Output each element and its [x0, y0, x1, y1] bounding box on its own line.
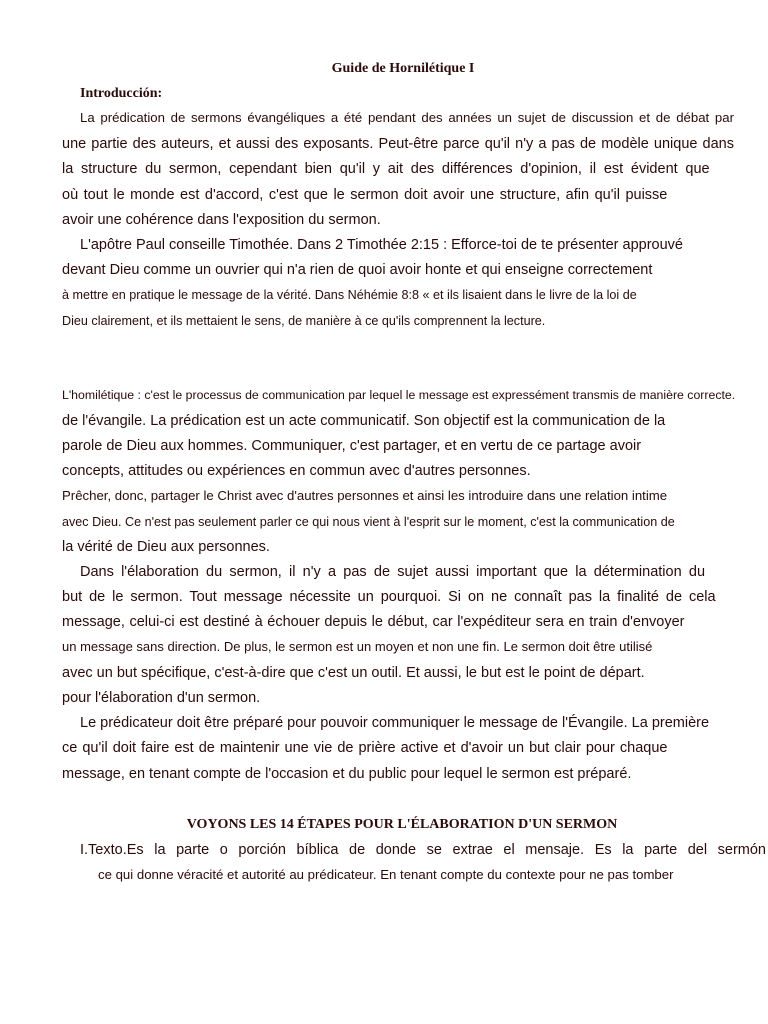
paragraph-1-line-2: une partie des auteurs, et aussi des exposants. Peut-être parce qu'il n'y a pas de modèle unique dans [62, 136, 734, 152]
paragraph-4-line-6: pour l'élaboration d'un sermon. [62, 690, 261, 706]
paragraph-5-line-2: ce qu'il doit faire est de maintenir une vie de prière active et d'avoir un but clair pour chaque [62, 740, 668, 756]
step-1-line-2: ce qui donne véracité et autorité au prédicateur. En tenant compte du contexte pour ne pas tomber [98, 867, 674, 882]
paragraph-1-line-1: La prédication de sermons évangéliques a été pendant des années un sujet de discussion et de débat par [80, 110, 734, 125]
paragraph-3-line-4: concepts, attitudes ou expériences en commun avec d'autres personnes. [62, 463, 531, 479]
paragraph-4-line-3: message, celui-ci est destiné à échouer depuis le début, car l'expéditeur sera en train d'envoyer [62, 614, 685, 630]
paragraph-2-line-2: devant Dieu comme un ouvrier qui n'a rien de quoi avoir honte et qui enseigne correctement [62, 262, 653, 278]
paragraph-5-line-1: Le prédicateur doit être préparé pour pouvoir communiquer le message de l'Évangile. La première [80, 715, 710, 731]
paragraph-1-line-4: où tout le monde est d'accord, c'est que le sermon doit avoir une structure, afin qu'il puisse [62, 187, 668, 203]
step-1-line-1: I.Texto.Es la parte o porción bíblica de donde se extrae el mensaje. Es la parte del sermón [80, 842, 766, 858]
paragraph-1-line-5: avoir une cohérence dans l'exposition du sermon. [62, 212, 381, 228]
paragraph-3-line-6: avec Dieu. Ce n'est pas seulement parler ce qui nous vient à l'esprit sur le moment, c'est la communication de [62, 515, 675, 529]
paragraph-4-line-5: avec un but spécifique, c'est-à-dire que c'est un outil. Et aussi, le but est le point de départ. [62, 665, 645, 681]
paragraph-2-line-3: à mettre en pratique le message de la vérité. Dans Néhémie 8:8 « et ils lisaient dans le livre de la loi de [62, 288, 637, 302]
paragraph-3-line-1: L'homilétique : c'est le processus de communication par lequel le message est expressément transmis de manière correcte. [62, 388, 736, 402]
document-title: Guide de Hornilétique I [331, 61, 475, 76]
paragraph-4-line-4: un message sans direction. De plus, le sermon est un moyen et non une fin. Le sermon doit être utilisé [62, 639, 653, 654]
paragraph-3-line-3: parole de Dieu aux hommes. Communiquer, c'est partager, et en vertu de ce partage avoir [62, 438, 642, 454]
steps-heading: VOYONS LES 14 ÉTAPES POUR L'ÉLABORATION D'UN SERMON [186, 817, 618, 832]
paragraph-2-line-1: L'apôtre Paul conseille Timothée. Dans 2 Timothée 2:15 : Efforce-toi de te présenter approuvé [80, 237, 683, 253]
paragraph-4-line-2: but de le sermon. Tout message nécessite un pourquoi. Si on ne connaît pas la finalité de cela [62, 589, 716, 605]
paragraph-2-line-4: Dieu clairement, et ils mettaient le sens, de manière à ce qu'ils comprennent la lecture. [62, 314, 546, 328]
intro-heading: Introducción: [80, 86, 163, 101]
paragraph-3-line-5: Prêcher, donc, partager le Christ avec d'autres personnes et ainsi les introduire dans une relation intime [62, 488, 668, 503]
paragraph-1-line-3: la structure du sermon, cependant bien qu'il y ait des différences d'opinion, il est évident que [62, 161, 710, 177]
paragraph-4-line-1: Dans l'élaboration du sermon, il n'y a pas de sujet aussi important que la détermination du [80, 564, 706, 580]
paragraph-3-line-2: de l'évangile. La prédication est un acte communicatif. Son objectif est la communication de la [62, 413, 666, 429]
paragraph-5-line-3: message, en tenant compte de l'occasion et du public pour lequel le sermon est préparé. [62, 766, 632, 782]
paragraph-3-line-7: la vérité de Dieu aux personnes. [62, 539, 270, 555]
